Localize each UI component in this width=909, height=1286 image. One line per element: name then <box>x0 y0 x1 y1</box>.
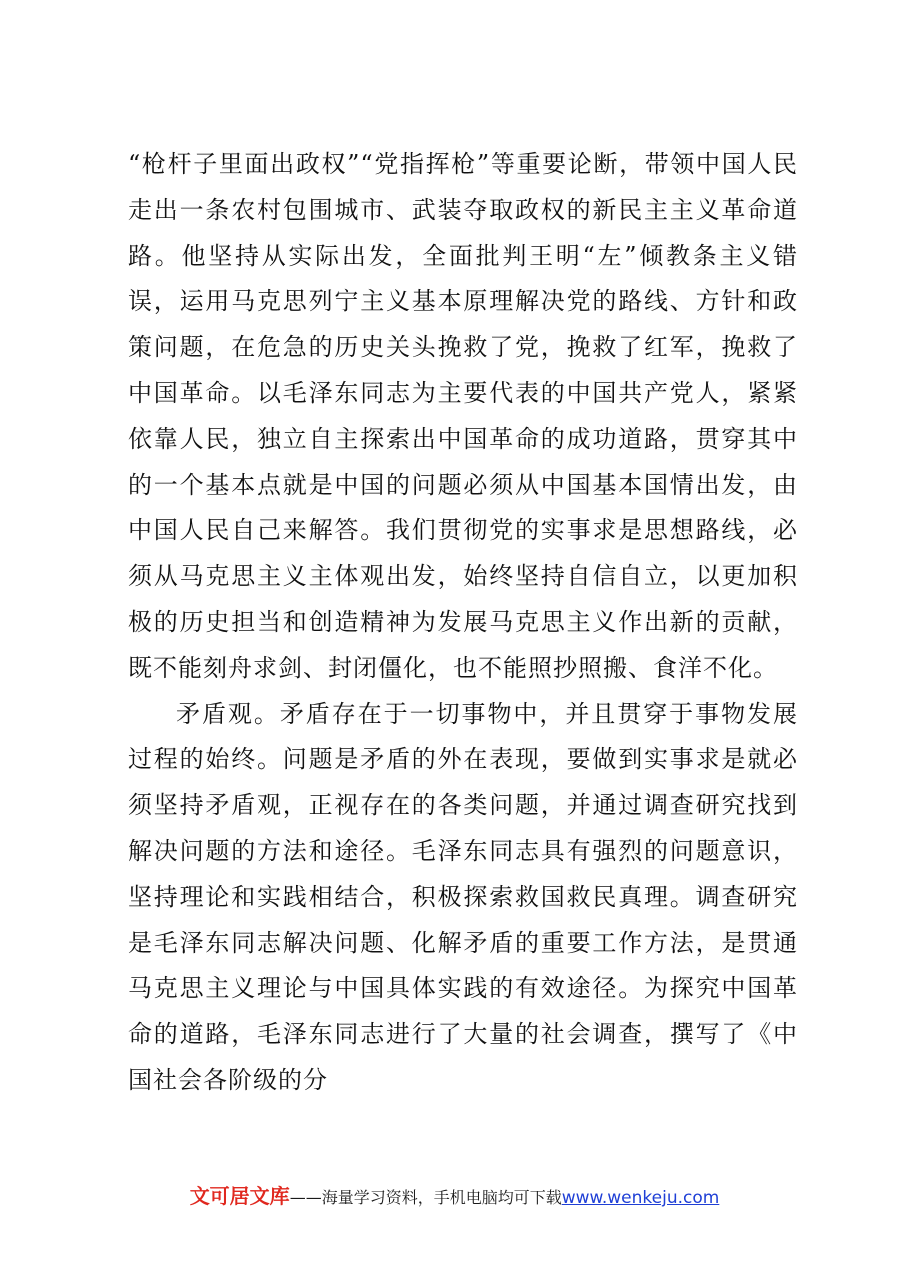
body-paragraph: 矛盾观。矛盾存在于一切事物中，并且贯穿于事物发展过程的始终。问题是矛盾的外在表现，要做到实事求是就必须坚持矛盾观，正视存在的各类问题，并通过调查研究找到解决问题的方法和途径。毛泽东同志具有强烈的问题意识，坚持理论和实践相结合，积极探索救国救民真理。调查研究是毛泽东同志解决问题、化解矛盾的重要工作方法，是贯通马克思主义理论与中国具体实践的有效途径。为探究中国革命的道路，毛泽东同志进行了大量的社会调查，撰写了《中国社会各阶级的分 <box>128 699 798 1094</box>
footer-tagline: ——海量学习资料，手机电脑均可下载 <box>289 1188 562 1207</box>
body-paragraph: “枪杆子里面出政权”“党指挥枪”等重要论断，带领中国人民走出一条农村包围城市、武装夺取政权的新民主主义革命道路。他坚持从实际出发，全面批判王明“左”倾教条主义错误，运用马克思列宁主义基本原理解决党的路线、方针和政策问题，在危急的历史关头挽救了党，挽救了红军，挽救了中国革命。以毛泽东同志为主要代表的中国共产党人，紧紧依靠人民，独立自主探索出中国革命的成功道路，贯穿其中的一个基本点就是中国的问题必须从中国基本国情出发，由中国人民自己来解答。我们贯彻党的实事求是思想路线，必须从马克思主义主体观出发，始终坚持自信自立，以更加积极的历史担当和创造精神为发展马克思主义作出新的贡献，既不能刻舟求剑、封闭僵化，也不能照抄照搬、食洋不化。 <box>128 150 798 682</box>
footer-brand: 文可居文库 <box>189 1184 290 1208</box>
document-body <box>128 142 798 1104</box>
footer-site-link[interactable]: www.wenkeju.com <box>561 1188 720 1208</box>
page-footer <box>0 1180 909 1209</box>
